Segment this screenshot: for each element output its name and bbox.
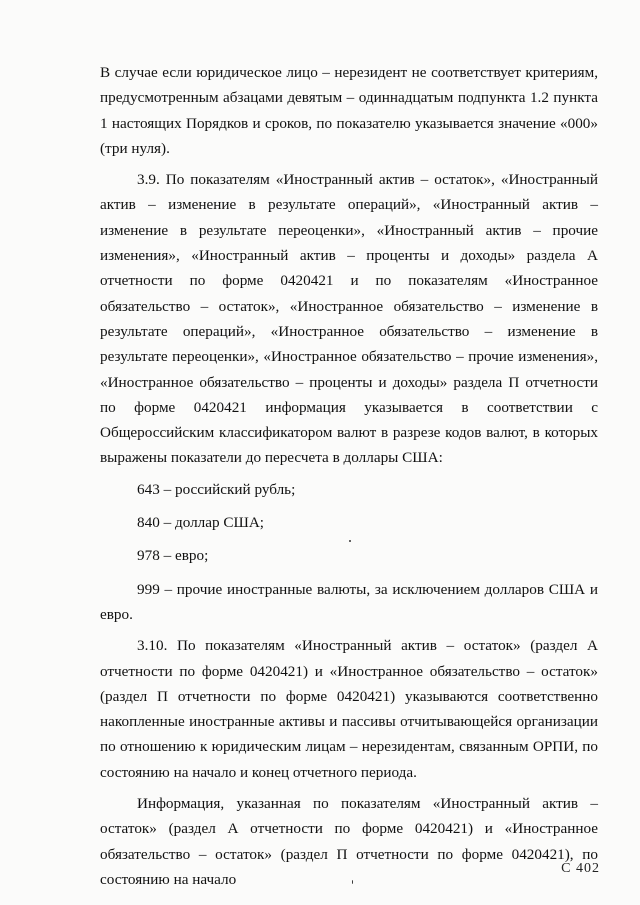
paragraph-information: Информация, указанная по показателям «Иностранный актив – остаток» (раздел А отчетности по форме 0420421) и «Иностранное обязательство – остаток» (раздел П отчетности по форме 0420421), по состоянию на начало — [100, 795, 598, 888]
page-number: С 402 — [561, 861, 600, 876]
document-body — [100, 60, 598, 898]
currency-item-978: 978 – евро; — [137, 547, 209, 565]
scan-speck — [352, 880, 353, 884]
currency-item-840: 840 – доллар США; — [137, 514, 265, 532]
currency-item-999: 999 – прочие иностранные валюты, за исключением долларов США и евро. — [100, 580, 598, 623]
scan-speck — [349, 540, 351, 542]
currency-item-643: 643 – российский рубль; — [137, 480, 296, 498]
paragraph-3-9: 3.9. По показателям «Иностранный актив – остаток», «Иностранный актив – изменение в результате операций», «Иностранный актив – изменение в результате переоценки», «Иностранный актив – прочие изменения», «Иностранный актив – проценты и доходы» раздела А отчетности по форме 0420421 и по показателям «Иностранное обязательство – остаток», «Иностранное обязательство – изменение в результате операций», «Иностранное обязательство – изменение в результате переоценки», «Иностранное обязательство – прочие изменения», «Иностранное обязательство – проценты и доходы» раздела П отчетности по форме 0420421 информация указывается в соответствии с Общероссийским классификатором валют в разрезе кодов валют, в которых выражены показатели до пересчета в доллары США: — [100, 171, 598, 467]
paragraph-nonresident-criteria: В случае если юридическое лицо – нерезидент не соответствует критериям, предусмотренным абзацами девятым – одиннадцатым подпункта 1.2 пункта 1 настоящих Порядков и сроков, по показателю указывается значение «000» (три нуля). — [100, 64, 598, 157]
paragraph-3-10: 3.10. По показателям «Иностранный актив – остаток» (раздел А отчетности по форме 0420421) и «Иностранное обязательство – остаток» (раздел П отчетности по форме 0420421) указываются соответственно накопленные иностранные активы и пассивы отчитывающейся организации по отношению к юридическим лицам – нерезидентам, связанным ОРПИ, по состоянию на начало и конец отчетного периода. — [100, 637, 598, 781]
